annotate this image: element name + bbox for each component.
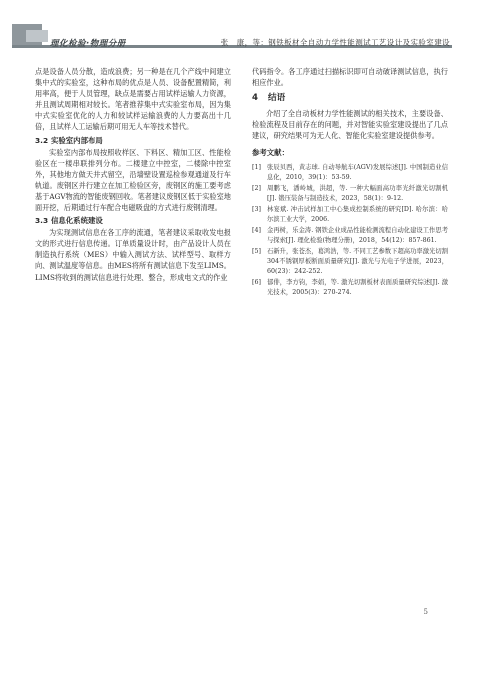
reference-item: [252, 226, 448, 246]
reference-item: [252, 278, 448, 298]
left-column: [35, 66, 231, 283]
paragraph-information-system: 为实现测试信息在各工序的流通，笔者建议采取收发电报文的形式进行信息传递。订单质量设计时，由产品设计人员在制造执行系统（MES）中输入测试方法、试样型号、取样方向、测试温度等信息。由MES将所有测试信息下发至LIMS。LIMS将收到的测试信息进行处理、整合，形成电文式的作业: [35, 228, 231, 282]
journal-name: 理化检验·物理分册: [50, 39, 126, 49]
reference-text: 张辰贝西，黄志球. 自动导航车(AGV)发展综述[J]. 中国制造业信息化，2010，39(1)：53-59.: [267, 163, 448, 181]
reference-item: [252, 205, 448, 225]
reference-list: [252, 163, 448, 298]
paragraph-layout: 实验室内部布局按照收样区、下料区、精加工区、性能检验区在一楼串联排列分布。二楼建立中控室，二楼除中控室外，其他地方做天井式留空，沿墙壁设置巡检参观通道及行车轨道。废钢区并行建立在加工检验区旁，废钢区的施工要考虑基于AGV物流的智能废钢回收。笔者建议废钢区低于实验室地面开挖，后期通过行车配合电磁吸盘的方式进行废钢清理。: [35, 147, 231, 213]
reference-number: [5]: [252, 247, 261, 255]
reference-number: [6]: [252, 278, 261, 286]
page-header: [0, 0, 480, 58]
paragraph-intro: 点是设备人员分散，造成浪费；另一种是在几个产线中间建立集中式的实验室，这种布局的优点是人员、设备配置精简，利用率高，便于人员管理，缺点是需要占用试样运输人力资源，并且测试周期相对较长。笔者推荐集中式实验室布局，因为集中式实验室优化的人力和较试样运输浪费的人力要高出十几倍，且试样人工运输后期可用无人车等技术替代。: [35, 67, 231, 132]
section-title: 实验室内部布局: [51, 135, 103, 145]
reference-number: [1]: [252, 163, 261, 171]
section-heading-3-3: [35, 215, 231, 226]
reference-text: 石新升，张苍杰，葛鸿浩，等. 不同工艺参数下超高功率激光切割304不锈钢厚板断面质量研究[J]. 激光与光电子学进展，2023，60(23)：242-252.: [267, 247, 448, 275]
running-head: 张 康，等：钢铁板材全自动力学性能测试工艺设计及实验室建设: [220, 38, 450, 47]
section-title: 结语: [268, 93, 286, 104]
section-number: 3.3: [35, 216, 49, 226]
reference-item: [252, 184, 448, 204]
reference-text: 金再树，乐金涛. 钢铁企业成品性能检测流程自动化建设工作思考与探索[J]. 理化检验(物理分册)，2018，54(12)：857-861.: [267, 226, 448, 244]
reference-text: 周鹏飞，潘岭城，洪超，等. 一种大幅面高功率光纤激光切割机[J]. 锻压装备与制造技术，2023，58(1)：9-12.: [267, 184, 448, 202]
paragraph-conclusion: 介绍了全自动板材力学性能测试的相关技术，主要设备、检验流程及目前存在的问题，并对智能实验室建设提出了几点建议，研究结果可为无人化、智能化实验室建设提供参考。: [252, 109, 448, 141]
reference-number: [3]: [252, 205, 261, 213]
reference-number: [2]: [252, 184, 261, 192]
reference-item: [252, 163, 448, 183]
right-column: [252, 66, 448, 299]
references-heading: 参考文献：: [252, 148, 289, 158]
section-title: 信息化系统建设: [51, 216, 103, 226]
section-number: 4: [252, 93, 258, 104]
reference-text: 林宴斌. 冲击试样加工中心集成控制系统的研究[D]. 哈尔滨：哈尔滨工业大学，2006.: [267, 205, 448, 223]
reference-item: [252, 247, 448, 277]
section-heading-4: [252, 93, 448, 104]
section-number: 3.2: [35, 135, 49, 145]
paragraph-continued: 代码指令。各工序通过扫描标识即可自动破译测试信息，执行相应作业。: [252, 67, 448, 88]
journal-logo-accent: [26, 30, 48, 42]
reference-number: [4]: [252, 226, 261, 234]
reference-text: 郁俳，李方钧，李娟，等. 激光切割板材表面质量研究综述[J]. 激光技术，2005(3)：270-274.: [267, 278, 448, 296]
section-heading-3-2: [35, 135, 231, 146]
page-number: 5: [423, 608, 428, 616]
